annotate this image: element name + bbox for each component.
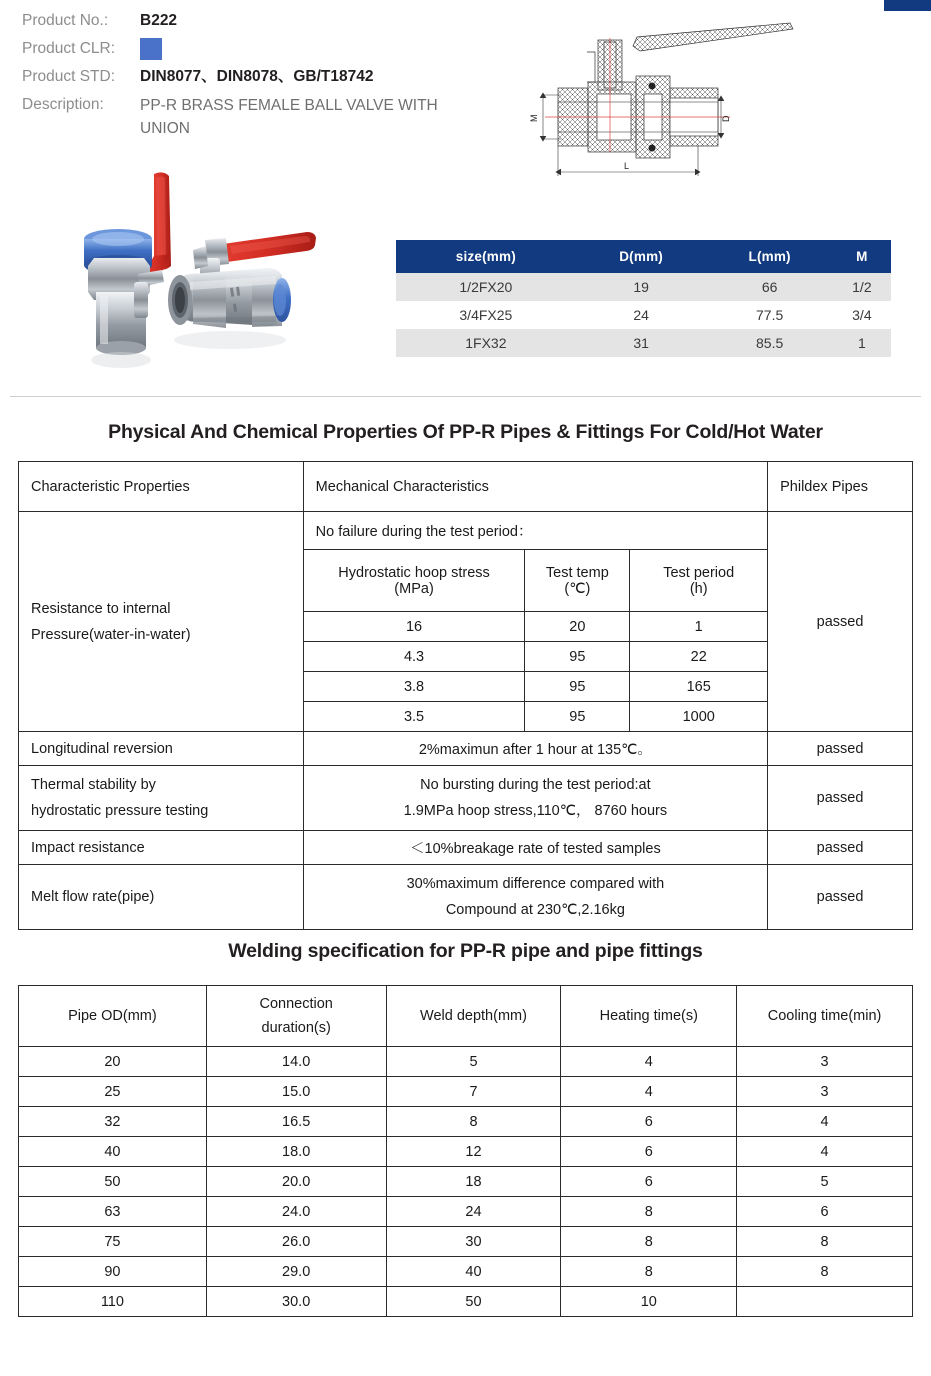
welding-cell: 20.0 [206, 1167, 386, 1197]
pressure-cell: 4.3 [303, 642, 525, 672]
product-clr-label: Product CLR: [22, 40, 116, 57]
welding-cell: 4 [561, 1077, 737, 1107]
welding-cell: 14.0 [206, 1047, 386, 1077]
table-row [19, 831, 913, 865]
size-cell: 85.5 [706, 329, 832, 357]
pressure-cell: 1 [630, 612, 768, 642]
characteristic-label-line1: Thermal stability by [31, 777, 156, 793]
subheader-test-temp [525, 550, 630, 612]
welding-cell: 7 [386, 1077, 561, 1107]
dimension-label-m: M [529, 114, 539, 122]
welding-section-title: Welding specification for PP-R pipe and pipe fittings [228, 940, 703, 962]
welding-cell: 6 [737, 1197, 913, 1227]
table-row [19, 1167, 913, 1197]
characteristic-label: Longitudinal reversion [19, 732, 304, 766]
pressure-result: passed [768, 512, 913, 732]
pressure-cell: 3.8 [303, 672, 525, 702]
subheader-test-period-line2: (h) [689, 580, 708, 597]
pressure-note-row [19, 512, 913, 550]
welding-cell: 90 [19, 1257, 207, 1287]
characteristic-label: Melt flow rate(pipe) [19, 865, 304, 930]
characteristic-result: passed [768, 831, 913, 865]
welding-cell: 15.0 [206, 1077, 386, 1107]
welding-cell: 8 [737, 1257, 913, 1287]
welding-cell: 5 [737, 1167, 913, 1197]
characteristic-value-line2: 1.9MPa hoop stress,110℃， 8760 hours [403, 803, 668, 819]
product-description-value: PP-R BRASS FEMALE BALL VALVE WITH UNION [140, 97, 438, 137]
table-row [396, 273, 891, 301]
characteristic-value [303, 766, 767, 831]
welding-cell: 4 [561, 1047, 737, 1077]
valve-right [168, 232, 316, 349]
properties-header-row [19, 462, 913, 512]
characteristic-pressure-line1: Resistance to internal [31, 600, 171, 617]
welding-cell: 6 [561, 1137, 737, 1167]
pressure-cell: 22 [630, 642, 768, 672]
table-row [19, 1137, 913, 1167]
welding-header-line1: Cooling time(min) [767, 1008, 882, 1024]
welding-cell: 75 [19, 1227, 207, 1257]
welding-header-line2: duration(s) [261, 1020, 331, 1036]
characteristic-label [19, 766, 304, 831]
characteristic-value-line2: Compound at 230℃,2.16kg [445, 902, 625, 918]
product-photo [30, 170, 380, 385]
welding-cell: 8 [737, 1227, 913, 1257]
size-cell: 1 [833, 329, 891, 357]
welding-cell: 110 [19, 1287, 207, 1317]
size-header-l: L(mm) [706, 240, 832, 273]
characteristic-pressure [19, 512, 304, 732]
size-cell: 1FX32 [396, 329, 576, 357]
characteristic-result: passed [768, 865, 913, 930]
table-row [19, 732, 913, 766]
table-row [19, 1107, 913, 1137]
size-cell: 1/2 [833, 273, 891, 301]
pressure-cell: 95 [525, 702, 630, 732]
welding-cell: 40 [19, 1137, 207, 1167]
subheader-hoop-stress-line2: (MPa) [394, 580, 434, 597]
technical-drawing [525, 2, 805, 187]
size-cell: 31 [576, 329, 707, 357]
properties-section-title: Physical And Chemical Properties Of PP-R Pipes & Fittings For Cold/Hot Water [108, 421, 823, 443]
pressure-cell: 16 [303, 612, 525, 642]
subheader-test-period [630, 550, 768, 612]
welding-cell: 3 [737, 1077, 913, 1107]
product-no-value: B222 [140, 12, 178, 29]
product-description-row [22, 94, 522, 140]
product-std-label: Product STD: [22, 68, 116, 85]
welding-header-row [19, 986, 913, 1047]
table-row [19, 1227, 913, 1257]
welding-header-line1: Weld depth(mm) [420, 1008, 527, 1024]
size-header-m: M [833, 240, 891, 273]
welding-header-heating-time [561, 986, 737, 1047]
characteristic-value [303, 865, 767, 930]
characteristic-pressure-line2: Pressure(water-in-water) [31, 626, 191, 643]
welding-cell: 4 [737, 1107, 913, 1137]
characteristic-value: ＜10%breakage rate of tested samples [303, 831, 767, 865]
header-mechanical: Mechanical Characteristics [303, 462, 767, 512]
characteristic-value: 2%maximun after 1 hour at 135℃。 [303, 732, 767, 766]
welding-cell: 12 [386, 1137, 561, 1167]
table-row [19, 1287, 913, 1317]
table-row [396, 301, 891, 329]
characteristic-result: passed [768, 766, 913, 831]
welding-cell: 50 [19, 1167, 207, 1197]
pressure-cell: 95 [525, 642, 630, 672]
welding-header-weld-depth [386, 986, 561, 1047]
welding-cell: 5 [386, 1047, 561, 1077]
subheader-hoop-stress-line1: Hydrostatic hoop stress [338, 564, 490, 581]
size-header-size: size(mm) [396, 240, 576, 273]
size-cell: 3/4FX25 [396, 301, 576, 329]
product-info-block [22, 10, 522, 146]
properties-table [18, 461, 913, 930]
subheader-test-period-line1: Test period [663, 564, 735, 581]
product-color-swatch [140, 38, 162, 60]
size-cell: 66 [706, 273, 832, 301]
welding-header-cooling-time [737, 986, 913, 1047]
characteristic-value-line1: No bursting during the test period:at [420, 777, 651, 793]
section-divider [10, 396, 921, 397]
product-std-row [22, 66, 522, 88]
size-cell: 77.5 [706, 301, 832, 329]
pressure-cell: 3.5 [303, 702, 525, 732]
welding-cell: 6 [561, 1167, 737, 1197]
size-table-header-row [396, 240, 891, 273]
product-no-row [22, 10, 522, 32]
welding-cell: 24 [386, 1197, 561, 1227]
welding-cell: 8 [561, 1227, 737, 1257]
valve-left [84, 172, 171, 368]
dimension-label-d: D [721, 115, 731, 122]
welding-cell: 10 [561, 1287, 737, 1317]
header-result: Phildex Pipes [768, 462, 913, 512]
product-std-value: DIN8077、DIN8078、GB/T18742 [140, 68, 374, 85]
header-characteristic: Characteristic Properties [19, 462, 304, 512]
pressure-cell: 1000 [630, 702, 768, 732]
table-row [396, 329, 891, 357]
welding-cell: 29.0 [206, 1257, 386, 1287]
welding-cell: 32 [19, 1107, 207, 1137]
subheader-hoop-stress [303, 550, 525, 612]
dimension-label-l: L [624, 161, 630, 171]
size-cell: 24 [576, 301, 707, 329]
welding-cell: 8 [386, 1107, 561, 1137]
welding-header-line1: Connection [259, 996, 333, 1012]
welding-cell [737, 1287, 913, 1317]
welding-cell: 63 [19, 1197, 207, 1227]
size-header-d: D(mm) [576, 240, 707, 273]
welding-cell: 6 [561, 1107, 737, 1137]
welding-cell: 18 [386, 1167, 561, 1197]
table-row [19, 1077, 913, 1107]
size-cell: 19 [576, 273, 707, 301]
welding-cell: 20 [19, 1047, 207, 1077]
welding-header-pipe-od [19, 986, 207, 1047]
welding-cell: 18.0 [206, 1137, 386, 1167]
corner-accent-bar [884, 0, 931, 11]
welding-cell: 26.0 [206, 1227, 386, 1257]
welding-cell: 40 [386, 1257, 561, 1287]
pressure-cell: 165 [630, 672, 768, 702]
size-cell: 3/4 [833, 301, 891, 329]
table-row [19, 1257, 913, 1287]
welding-cell: 8 [561, 1257, 737, 1287]
size-cell: 1/2FX20 [396, 273, 576, 301]
product-description-label: Description: [22, 96, 104, 113]
subheader-test-temp-line1: Test temp [545, 564, 609, 581]
welding-cell: 3 [737, 1047, 913, 1077]
product-no-label: Product No.: [22, 12, 109, 29]
size-specification-table [396, 240, 891, 357]
welding-header-line1: Heating time(s) [599, 1008, 698, 1024]
welding-cell: 50 [386, 1287, 561, 1317]
characteristic-value-line1: 30%maximum difference compared with [406, 876, 665, 892]
welding-header-line1: Pipe OD(mm) [68, 1008, 157, 1024]
welding-cell: 24.0 [206, 1197, 386, 1227]
table-row [19, 1047, 913, 1077]
welding-header-connection-duration [206, 986, 386, 1047]
welding-cell: 16.5 [206, 1107, 386, 1137]
characteristic-label: Impact resistance [19, 831, 304, 865]
welding-cell: 4 [737, 1137, 913, 1167]
table-row [19, 865, 913, 930]
welding-cell: 30.0 [206, 1287, 386, 1317]
pressure-cell: 95 [525, 672, 630, 702]
welding-cell: 8 [561, 1197, 737, 1227]
welding-specification-table [18, 985, 913, 1317]
table-row [19, 1197, 913, 1227]
characteristic-label-line2: hydrostatic pressure testing [31, 803, 209, 819]
welding-cell: 25 [19, 1077, 207, 1107]
pressure-note: No failure during the test period： [303, 512, 767, 550]
table-row [19, 766, 913, 831]
product-clr-row [22, 38, 522, 60]
subheader-test-temp-line2: (℃) [564, 580, 591, 597]
pressure-cell: 20 [525, 612, 630, 642]
welding-cell: 30 [386, 1227, 561, 1257]
characteristic-result: passed [768, 732, 913, 766]
